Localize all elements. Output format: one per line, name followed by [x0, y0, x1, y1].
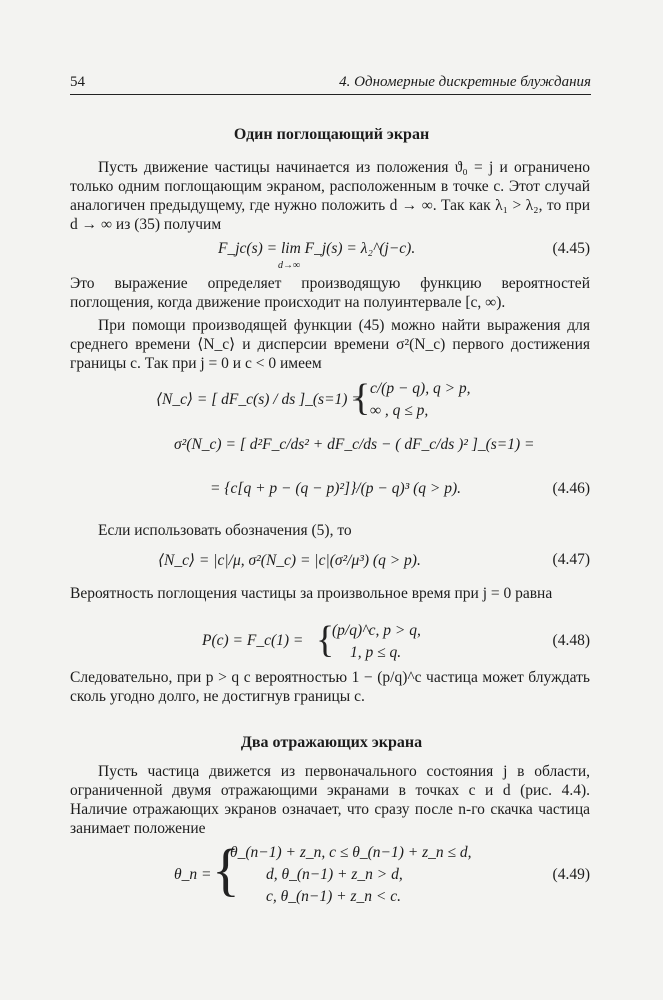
equation-4-49-case-1: θ_(n−1) + z_n, c ≤ θ_(n−1) + z_n ≤ d,: [230, 844, 472, 861]
equation-number-4-47: (4.47): [552, 551, 590, 568]
section-title-one-absorbing-screen: Один поглощающий экран: [233, 126, 430, 143]
left-brace-icon: {: [316, 619, 335, 661]
equation-4-48-case-1: (p/q)^c, p > q,: [332, 622, 421, 639]
equation-4-46-variance: σ²(N_c) = [ d²F_c/ds² + dF_c/ds − ( dF_c/ds )² ]_(s=1) =: [174, 436, 535, 453]
section-title-two-reflecting-screens: Два отражающих экрана: [240, 734, 423, 751]
equation-4-48-case-2: 1, p ≤ q.: [350, 644, 402, 661]
equation-4-46-result: = {c[q + p − (q − p)²]}/(p − q)³ (q > p).: [210, 480, 462, 497]
equation-4-47: [70, 551, 590, 573]
equation-4-46: [70, 377, 590, 500]
left-brace-icon: {: [212, 837, 240, 902]
equation-number-4-49: (4.49): [552, 866, 590, 883]
equation-4-46-case-1: c/(p − q), q > p,: [370, 380, 471, 397]
equation-4-48: [70, 619, 590, 668]
equation-4-49: [70, 837, 590, 910]
page-number: 54: [70, 74, 85, 90]
equation-number-4-45: (4.45): [552, 240, 590, 257]
equation-4-49-case-2: d, θ_(n−1) + z_n > d,: [266, 866, 403, 883]
equation-4-45-limit-subscript: d→∞: [278, 260, 301, 271]
equation-4-49-case-3: c, θ_(n−1) + z_n < c.: [266, 888, 401, 905]
paragraph-absorption-probability: Вероятность поглощения частицы за произвольное время при j = 0 равна: [70, 585, 553, 602]
equation-4-48-lhs: P(c) = F_c(1) =: [202, 632, 304, 649]
page-header: [70, 72, 591, 95]
paragraph-consequence: Следовательно, при p > q с вероятностью 1 − (p/q)^c частица может блуждать сколь угодно долго, не достигнув границы c.: [70, 669, 590, 705]
equation-number-4-48: (4.48): [552, 632, 590, 649]
paragraph-generating-function: Это выражение определяет производящую функцию вероятностей поглощения, когда движение происходит на полуинтервале [c, ∞).: [70, 275, 590, 311]
equation-number-4-46: (4.46): [552, 480, 590, 497]
paragraph-intro: Пусть движение частицы начинается из положения ϑ₀ = j и ограничено только одним поглощающим экраном, расположенным в точке c. Этот случай аналогичен предыдущему, где нужно положить d → ∞. Так как λ₁ > λ₂, то при d → ∞ из (35) получим: [70, 159, 590, 233]
equation-4-49-lhs: θ_n =: [174, 866, 212, 883]
running-title: 4. Одномерные дискретные блуждания: [339, 74, 591, 90]
equation-4-45: [70, 240, 590, 276]
equation-4-46-case-2: ∞ , q ≤ p,: [370, 402, 429, 419]
paragraph-notation: Если использовать обозначения (5), то: [98, 522, 352, 539]
left-brace-icon: {: [352, 377, 371, 419]
paragraph-mean-variance: При помощи производящей функции (45) можно найти выражения для среднего времени ⟨N_c⟩ и дисперсии времени σ²(N_c) первого достижения границы c. Так при j = 0 и c < 0 имеем: [70, 317, 590, 372]
paragraph-reflecting-screens: Пусть частица движется из первоначального состояния j в области, ограниченной двумя отражающими экранами в точках c и d (рис. 4.4). Наличие отражающих экранов означает, что сразу после n-го скачка частица занимает положение: [70, 763, 590, 837]
equation-4-47-body: ⟨N_c⟩ = |c|/μ, σ²(N_c) = |c|(σ²/μ³) (q > p).: [158, 552, 421, 569]
equation-4-46-mean-lhs: ⟨N_c⟩ = [ dF_c(s) / ds ]_(s=1) =: [156, 391, 362, 408]
equation-4-45-body: F_jc(s) = lim F_j(s) = λ₂^(j−c).: [218, 240, 416, 257]
